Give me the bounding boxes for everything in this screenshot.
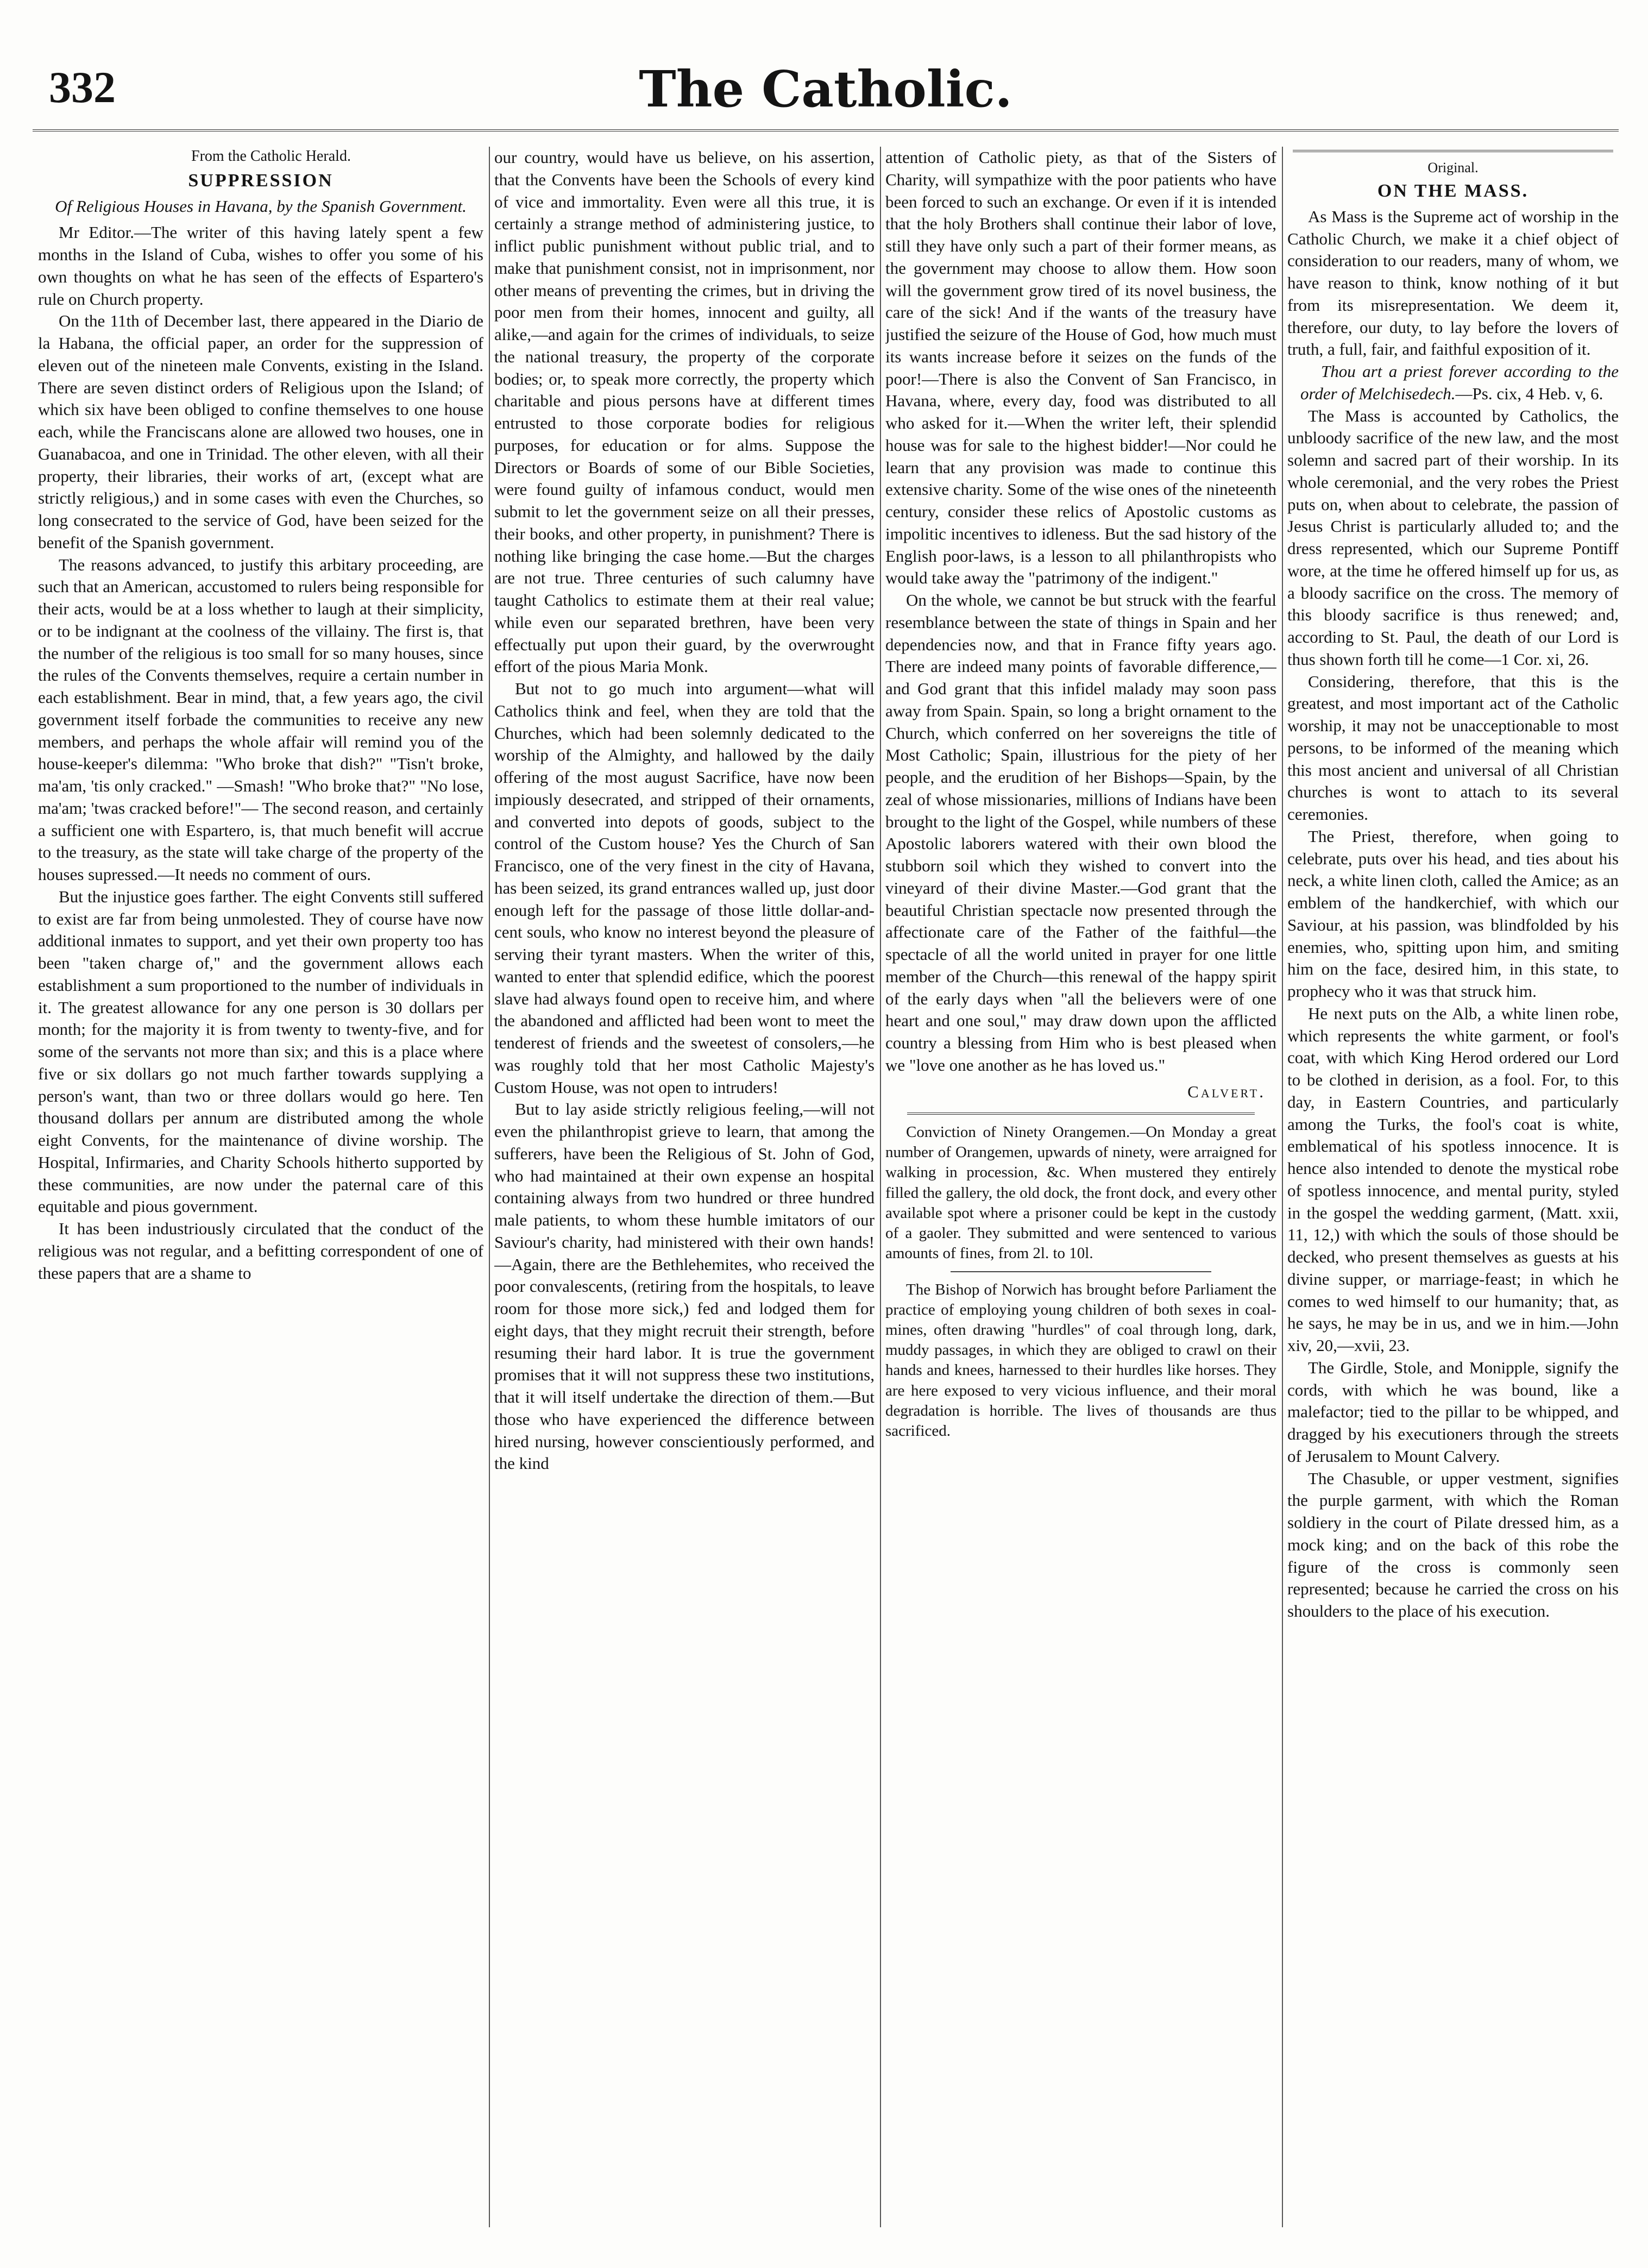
- epigraph: [1287, 361, 1619, 405]
- paragraph: The Chasuble, or upper vestment, signifies the purple garment, with which the Roman soldiery in the court of Pilate dressed him, as a mock king; and on the back of this robe the figure of the cross is commonly seen represented; because he carried the cross on his shoulders to the place of his execution.: [1287, 1468, 1619, 1621]
- page-number: 332: [49, 62, 116, 112]
- column-2: [494, 147, 875, 2233]
- paragraph: our country, would have us believe, on his assertion, that the Convents have been the Schools of every kind of vice and immortality. Even were all this true, it is certainly a strange method of administering justice, to inflict public punishment without public trial, and to make that punishment consist, not in imprisonment, nor other means of preventing the crimes, but in driving the poor men from their homes, innocent and guilty, all alike,—and again for the crimes of individuals, to seize the national treasury, the property of the corporate bodies; or, to speak more correctly, the property which charitable and pious persons have at different times entrusted to those corporate bodies for religious purposes, for education or for alms. Suppose the Directors or Boards of some of our Bible Societies, were found guilty of infamous conduct, would men submit to let the government seize on all their presses, their books, and other property, in punishment? There is nothing like bringing the case home.—But the charges are not true. Three centuries of such calumny have taught Catholics to estimate them at their real value; while even our separated brethren, have been very effectually put upon their guard, by the overwrought effort of the pious Maria Monk.: [494, 148, 875, 676]
- paragraph: But not to go much into argument—what will Catholics think and feel, when they are told that the Churches, which had been solemnly dedicated to the worship of the Almighty, and hallowed by the daily offering of the most august Sacrifice, have now been impiously desecrated, and stripped of their ornaments, and converted into depots of goods, subject to the control of the Custom house? Yes the Church of San Francisco, one of the very finest in the city of Havana, has been seized, its grand entrances walled up, just door enough left for the passage of those little dollar-and-cent souls, who know no interest beyond the pleasure of serving their tyrant masters. When the writer of this, wanted to enter that splendid edifice, which the poorest slave had always found open to receive him, and where the abandoned and afflicted had been wont to meet the tenderest of friends and the sweetest of consolers,—he was roughly told that her most Catholic Majesty's Custom House, was not open to intruders!: [494, 679, 875, 1097]
- column-divider: [1282, 147, 1283, 2227]
- paragraph: On the whole, we cannot be but struck with the fearful resemblance between the state of things in Spain and her dependencies now, and that in France fifty years ago. There are indeed many points of favorable difference,—and God grant that this infidel malady may soon pass away from Spain. Spain, so long a bright ornament to the Church, which conferred on her sovereigns the title of Most Catholic; Spain, illustrious for the piety of her people, and the erudition of her Bishops—Spain, by the zeal of whose missionaries, millions of Indians have been brought to the light of the Gospel, while numbers of these Apostolic laborers watered with their own blood the stubborn soil which they wished to convert into the vineyard of their divine Master.—God grant that the beautiful Christian spectacle now presented through the affectionate care of the Father of the faithful—the spectacle of all the world united in prayer for one little member of the Church—this renewal of the happy spirit of the early days when "all the believers were of one heart and one soul," may draw down upon the afflicted country a blessing from Him who is best pleased when we "love one another as he has loved us.": [885, 590, 1276, 1075]
- paragraph: On the 11th of December last, there appeared in the Diario de la Habana, the official paper, an order for the suppression of eleven out of the nineteen male Convents, existing in the Island. There are seven distinct orders of Religious upon the Island; of which six have been obliged to confine themselves to one house each, while the Franciscans alone are allowed two houses, one in Guanabacoa, and one in Trinidad. The other eleven, with all their property, their libraries, their works of art, (except what are strictly religious,) and in some cases with even the Churches, so long consecrated to the service of God, have been seized for the benefit of the Spanish government.: [38, 311, 483, 552]
- epigraph-reference: —Ps. cix, 4 Heb. v, 6.: [1455, 384, 1603, 403]
- column-3: [885, 147, 1276, 2233]
- column-divider: [489, 147, 490, 2227]
- paragraph: He next puts on the Alb, a white linen robe, which represents the white garment, or fool's coat, with which King Herod ordered our Lord to be clothed in derision, as a fool. For, to this day, in Eastern Countries, and particularly among the Turks, the fool's coat is white, emblematical of his spotless innocence. It is hence also intended to denote the mystical robe of spotless innocence, and mental purity, styled in the gospel the wedding garment, (Matt. xxii, 11, 12,) with which the souls of those should be decked, who present themselves as guests at his divine supper, or marriage-feast; in which he comes to wed himself to our humanity; that, as he says, he may be in us, and we in him.—John xiv, 20,—xvii, 23.: [1287, 1003, 1619, 1355]
- paragraph: But the injustice goes farther. The eight Convents still suffered to exist are far from being unmolested. They of course have now additional inmates to support, and yet their own property too has been "taken charge of," and the government allows each establishment a sum proportioned to the number of individuals in it. The greatest allowance for any one person is 30 dollars per month; for the majority it is from twenty to twenty-five, and for some of the servants not more than six; and this is a place where five or six dollars go not much farther towards supplying a person's want, than two or three dollars would go here. Ten thousand dollars per annum are distributed among the whole eight Convents, for the maintenance of divine worship. The Hospital, Infirmaries, and Charity Schools hitherto supported by these communities, are now under the paternal care of this equitable and pious government.: [38, 887, 483, 1216]
- paragraph: The reasons advanced, to justify this arbitary proceeding, are such that an American, accustomed to rulers being responsible for their acts, would be at a loss whether to laugh at their simplicity, or to be indignant at the coolness of the villainy. The first is, that the number of the religious is too small for so many houses, since the rules of the Convents themselves, require a certain number in each establishment. Bear in mind, that, a few years ago, the civil government itself forbade the communities to receive any new members, and perhaps the whole affair will remind you of the house-keeper's dilemma: "Who broke that dish?" "Tisn't broke, ma'am, 'tis only cracked." —Smash! "Who broke that?" "No lose, ma'am; 'twas cracked before!"— The second reason, and certainly a sufficient one with Espartero, is, that much benefit will accrue to the treasury, as the state will take charge of the property of the houses supressed.—It needs no comment of ours.: [38, 555, 483, 884]
- column-4: [1287, 147, 1619, 2233]
- news-item: Conviction of Ninety Orangemen.—On Monday a great number of Orangemen, upwards of ninety, were arraigned for walking in procession, &c. When mustered they entirely filled the gallery, the old dock, the front dock, and every other available spot where a prisoner could be kept in the custody of a gaoler. They submitted and were sentenced to various amounts of fines, from 2l. to 10l.: [885, 1123, 1276, 1262]
- article-source: From the Catholic Herald.: [191, 148, 351, 165]
- column-1: [38, 147, 483, 2233]
- header-ornament-rule: [1293, 150, 1613, 152]
- paragraph: It has been industriously circulated that the conduct of the religious was not regular, and a befitting correspondent of one of these papers that are a shame to: [38, 1219, 483, 1283]
- paragraph: The Mass is accounted by Catholics, the unbloody sacrifice of the new law, and the most solemn and sacred part of their worship. In its whole ceremonial, and the very robes the Priest puts on, when about to celebrate, the passion of Jesus Christ is particularly alluded to; and the dress represented, which our Supreme Pontiff wore, at the time he offered himself up for us, as a bloody sacrifice on the cross. The memory of this bloody sacrifice is thus renewed; and, according to St. Paul, the death of our Lord is thus shown forth till he come—1 Cor. xi, 26.: [1287, 406, 1619, 669]
- signature: Calvert.: [1187, 1082, 1266, 1101]
- header-rule: [33, 129, 1619, 131]
- paragraph: The Priest, therefore, when going to celebrate, puts over his head, and ties about his neck, a white linen cloth, called the Amice; as an emblem of the handkerchief, with which our Saviour, at his passion, was blindfolded by his enemies, who, spitting upon him, and smiting him on the face, desired him, in this state, to prophecy who it was that struck him.: [1287, 826, 1619, 1001]
- column-divider: [880, 147, 881, 2227]
- article-title: SUPPRESSION: [188, 170, 334, 191]
- article-subtitle: Of Religious Houses in Havana, by the Spanish Government.: [55, 196, 467, 216]
- paragraph: The Girdle, Stole, and Monipple, signify the cords, with which he was bound, like a malefactor; tied to the pillar to be whipped, and dragged by his executioners through the streets of Jerusalem to Mount Calvery.: [1287, 1358, 1619, 1466]
- news-item: The Bishop of Norwich has brought before Parliament the practice of employing young children of both sexes in coal-mines, often drawing "hurdles" of coal through long, dark, muddy passages, in which they are obliged to crawl on their hands and knees, harnessed to their hurdles like horses. They are here exposed to very vicious influence, and their moral degradation is horrible. The lives of thousands are thus sacrificed.: [885, 1281, 1276, 1440]
- paragraph: attention of Catholic piety, as that of the Sisters of Charity, will sympathize with the poor patients who have been forced to such an exchange. Or even if it is intended that the holy Brothers shall continue their labor of love, still they have only such a part of their former means, as the government may choose to allow them. How soon will the government grow tired of its novel business, the care of the sick! And if the wants of the treasury have justified the seizure of the House of God, how much must its wants increase before it seizes on the funds of the poor!—There is also the Convent of San Francisco, in Havana, where, every day, food was distributed to all who asked for it.—When the writer left, their splendid house was for sale to the highest bidder!—Nor could he learn that any provision was made to continue this extensive charity. Some of the wise ones of the nineteenth century, consider these relics of Apostolic customs as impolitic incentives to idleness. But the sad history of the English poor-laws, is a lesson to all philanthropists who would take away the "patrimony of the indigent.": [885, 148, 1276, 588]
- paragraph: But to lay aside strictly religious feeling,—will not even the philanthropist grieve to learn, that among the sufferers, have been the Religious of St. John of God, who had maintained at their own expense an hospital containing always from two hundred or three hundred male patients, to whom these humble imitators of our Saviour's charity, had ministered with their own hands!—Again, there are the Bethlehemites, who received the poor convalescents, (retiring from the hospitals, to leave room for those more sick,) fed and lodged them for eight days, that they might recruit their strength, before resuming their hard labor. It is true the government promises that it will not suppress these two institutions, that it will itself undertake the direction of them.—But those who have experienced the difference between hired nursing, however conscientiously performed, and the kind: [494, 1100, 875, 1473]
- masthead: [33, 60, 1619, 125]
- original-label: Original.: [1427, 160, 1479, 175]
- paragraph: As Mass is the Supreme act of worship in the Catholic Church, we make it a chief object of consideration to our readers, many of whom, we have reason to think, know nothing of it but from its misrepresentation. We deem it, therefore, our duty, to lay before the lovers of truth, a full, fair, and faithful exposition of it.: [1287, 206, 1619, 359]
- paragraph: Mr Editor.—The writer of this having lately spent a few months in the Island of Cuba, wishes to offer you some of his own thoughts on what he has seen of the effects of Espartero's rule on Church property.: [38, 223, 483, 309]
- paragraph: Considering, therefore, that this is the greatest, and most important act of the Catholic worship, it may not be unacceptionable to most persons, to be informed of the meaning which this most ancient and universal of all Christian churches is wont to attach to its several ceremonies.: [1287, 671, 1619, 824]
- newspaper-title: The Catholic.: [639, 60, 1012, 118]
- article-title: ON THE MASS.: [1377, 181, 1529, 202]
- article-separator: [907, 1113, 1255, 1115]
- item-separator: [951, 1271, 1211, 1272]
- epigraph-text: Thou art a priest forever according to the order of Melchisedech.: [1300, 362, 1619, 403]
